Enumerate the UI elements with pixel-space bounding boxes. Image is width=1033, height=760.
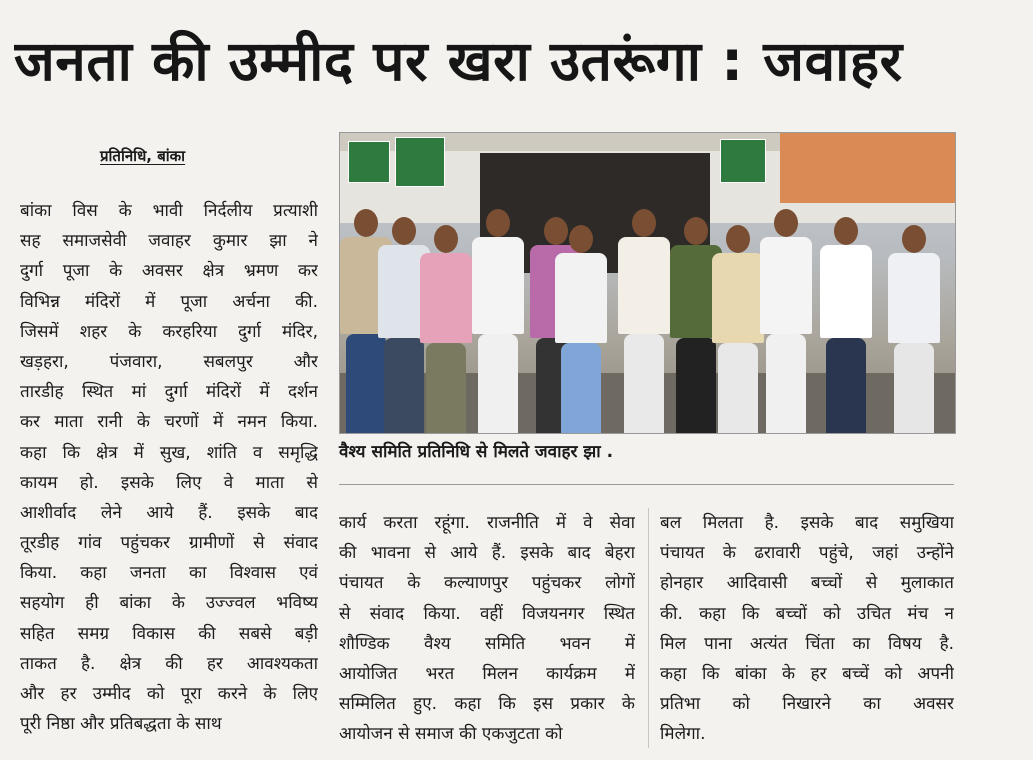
person-legs bbox=[894, 343, 934, 434]
shop-sign-left bbox=[395, 137, 445, 187]
article-line: कहा कि क्षेत्र में सुख, शांति व समृद्धि bbox=[20, 442, 318, 463]
article-line: से संवाद किया. वहीं विजयनगर स्थित bbox=[339, 603, 635, 624]
person-head bbox=[434, 225, 458, 253]
person bbox=[618, 237, 670, 334]
article-line: सहयोग ही बांका के उज्ज्वल भविष्य bbox=[20, 593, 318, 614]
person-legs bbox=[346, 334, 386, 434]
article-line: की. कहा कि बच्चों को उचित मंच न bbox=[660, 603, 954, 624]
article-line: ताकत है. क्षेत्र की हर आवश्यकता bbox=[20, 653, 318, 674]
person bbox=[820, 245, 872, 338]
person-legs bbox=[478, 334, 518, 434]
person bbox=[888, 253, 940, 343]
article-column-2 bbox=[339, 508, 635, 750]
article-line: की भावना से आये हैं. इसके बाद बेहरा bbox=[339, 543, 635, 564]
person-legs bbox=[426, 343, 466, 434]
person-legs bbox=[561, 343, 601, 434]
article-line: सह समाजसेवी जवाहर कुमार झा ने bbox=[20, 231, 318, 252]
article-line: होनहार आदिवासी बच्चों से मुलाकात bbox=[660, 573, 954, 594]
news-photo bbox=[339, 132, 956, 434]
person-legs bbox=[766, 334, 806, 434]
article-line: दुर्गा पूजा के अवसर क्षेत्र भ्रमण कर bbox=[20, 261, 318, 282]
person bbox=[760, 237, 812, 334]
article-line: मिलेगा. bbox=[660, 724, 706, 745]
article-line: और हर उम्मीद को पूरा करने के लिए bbox=[20, 684, 318, 704]
orange-building bbox=[780, 133, 955, 203]
article-line: कहा कि बांका के हर बच्चें को अपनी bbox=[660, 663, 954, 684]
article-line: किया. कहा जनता का विश्वास एवं bbox=[20, 563, 318, 584]
person-head bbox=[486, 209, 510, 237]
person-head bbox=[354, 209, 378, 237]
divider-line bbox=[339, 484, 954, 485]
article-line: विभिन्न मंदिरों में पूजा अर्चना की. bbox=[20, 291, 318, 312]
article-line: पूरी निष्ठा और प्रतिबद्धता के साथ bbox=[20, 714, 222, 735]
article-line: शौण्डिक वैश्य समिति भवन में bbox=[339, 633, 635, 654]
article-line: सम्मिलित हुए. कहा कि इस प्रकार के bbox=[339, 694, 635, 715]
article-line: तारडीह स्थित मां दुर्गा मंदिरों में दर्शन bbox=[20, 382, 318, 403]
person-legs bbox=[718, 343, 758, 434]
article-line: पंचायत के ढरावारी पहुंचे, जहां उन्होंने bbox=[660, 543, 954, 564]
person-head bbox=[684, 217, 708, 245]
headline: जनता की उम्मीद पर खरा उतरूंगा : जवाहर bbox=[14, 29, 903, 93]
shop-sign-right bbox=[720, 139, 766, 183]
article-line: प्रतिभा को निखारने का अवसर bbox=[660, 694, 954, 715]
person-head bbox=[569, 225, 593, 253]
person-legs bbox=[624, 334, 664, 434]
article-line: आशीर्वाद लेने आये हैं. इसके बाद bbox=[20, 502, 318, 523]
article-line: खड़हरा, पंजवारा, सबलपुर और bbox=[20, 351, 318, 372]
person bbox=[472, 237, 524, 334]
article-line: आयोजित भरत मिलन कार्यक्रम में bbox=[339, 663, 635, 684]
person bbox=[712, 253, 764, 343]
column-divider bbox=[648, 508, 649, 748]
article-line: सहित समग्र विकास की सबसे बड़ी bbox=[20, 623, 318, 644]
article-line: पंचायत के कल्याणपुर पहुंचकर लोगों bbox=[339, 573, 635, 594]
person-head bbox=[544, 217, 568, 245]
person-head bbox=[392, 217, 416, 245]
person-head bbox=[902, 225, 926, 253]
shop-sign-far-left bbox=[348, 141, 390, 183]
article-line: आयोजन से समाज की एकजुटता को bbox=[339, 724, 563, 745]
person-legs bbox=[676, 338, 716, 434]
article-line: बल मिलता है. इसके बाद समुखिया bbox=[660, 513, 954, 533]
article-line: कार्य करता रहूंगा. राजनीति में वे सेवा bbox=[339, 513, 635, 533]
article-column-3 bbox=[660, 508, 954, 750]
article-line: मिल पाना अत्यंत चिंता का विषय है. bbox=[660, 633, 954, 654]
article-line: जिसमें शहर के करहरिया दुर्गा मंदिर, bbox=[20, 321, 318, 342]
byline: प्रतिनिधि, बांका bbox=[100, 147, 186, 165]
article-line: बांका विस के भावी निर्दलीय प्रत्याशी bbox=[20, 201, 318, 221]
photo-caption: वैश्य समिति प्रतिनिधि से मिलते जवाहर झा . bbox=[339, 442, 614, 462]
person-head bbox=[834, 217, 858, 245]
person-head bbox=[726, 225, 750, 253]
article-line: कायम हो. इसके लिए वे माता से bbox=[20, 472, 318, 493]
article-line: तूरडीह गांव पहुंचकर ग्रामीणों से संवाद bbox=[20, 533, 318, 554]
article-column-1 bbox=[20, 196, 318, 739]
person bbox=[555, 253, 607, 343]
person-legs bbox=[384, 338, 424, 434]
article-line: कर माता रानी के चरणों में नमन किया. bbox=[20, 412, 318, 433]
person-legs bbox=[826, 338, 866, 434]
person-head bbox=[774, 209, 798, 237]
person bbox=[420, 253, 472, 343]
person-head bbox=[632, 209, 656, 237]
